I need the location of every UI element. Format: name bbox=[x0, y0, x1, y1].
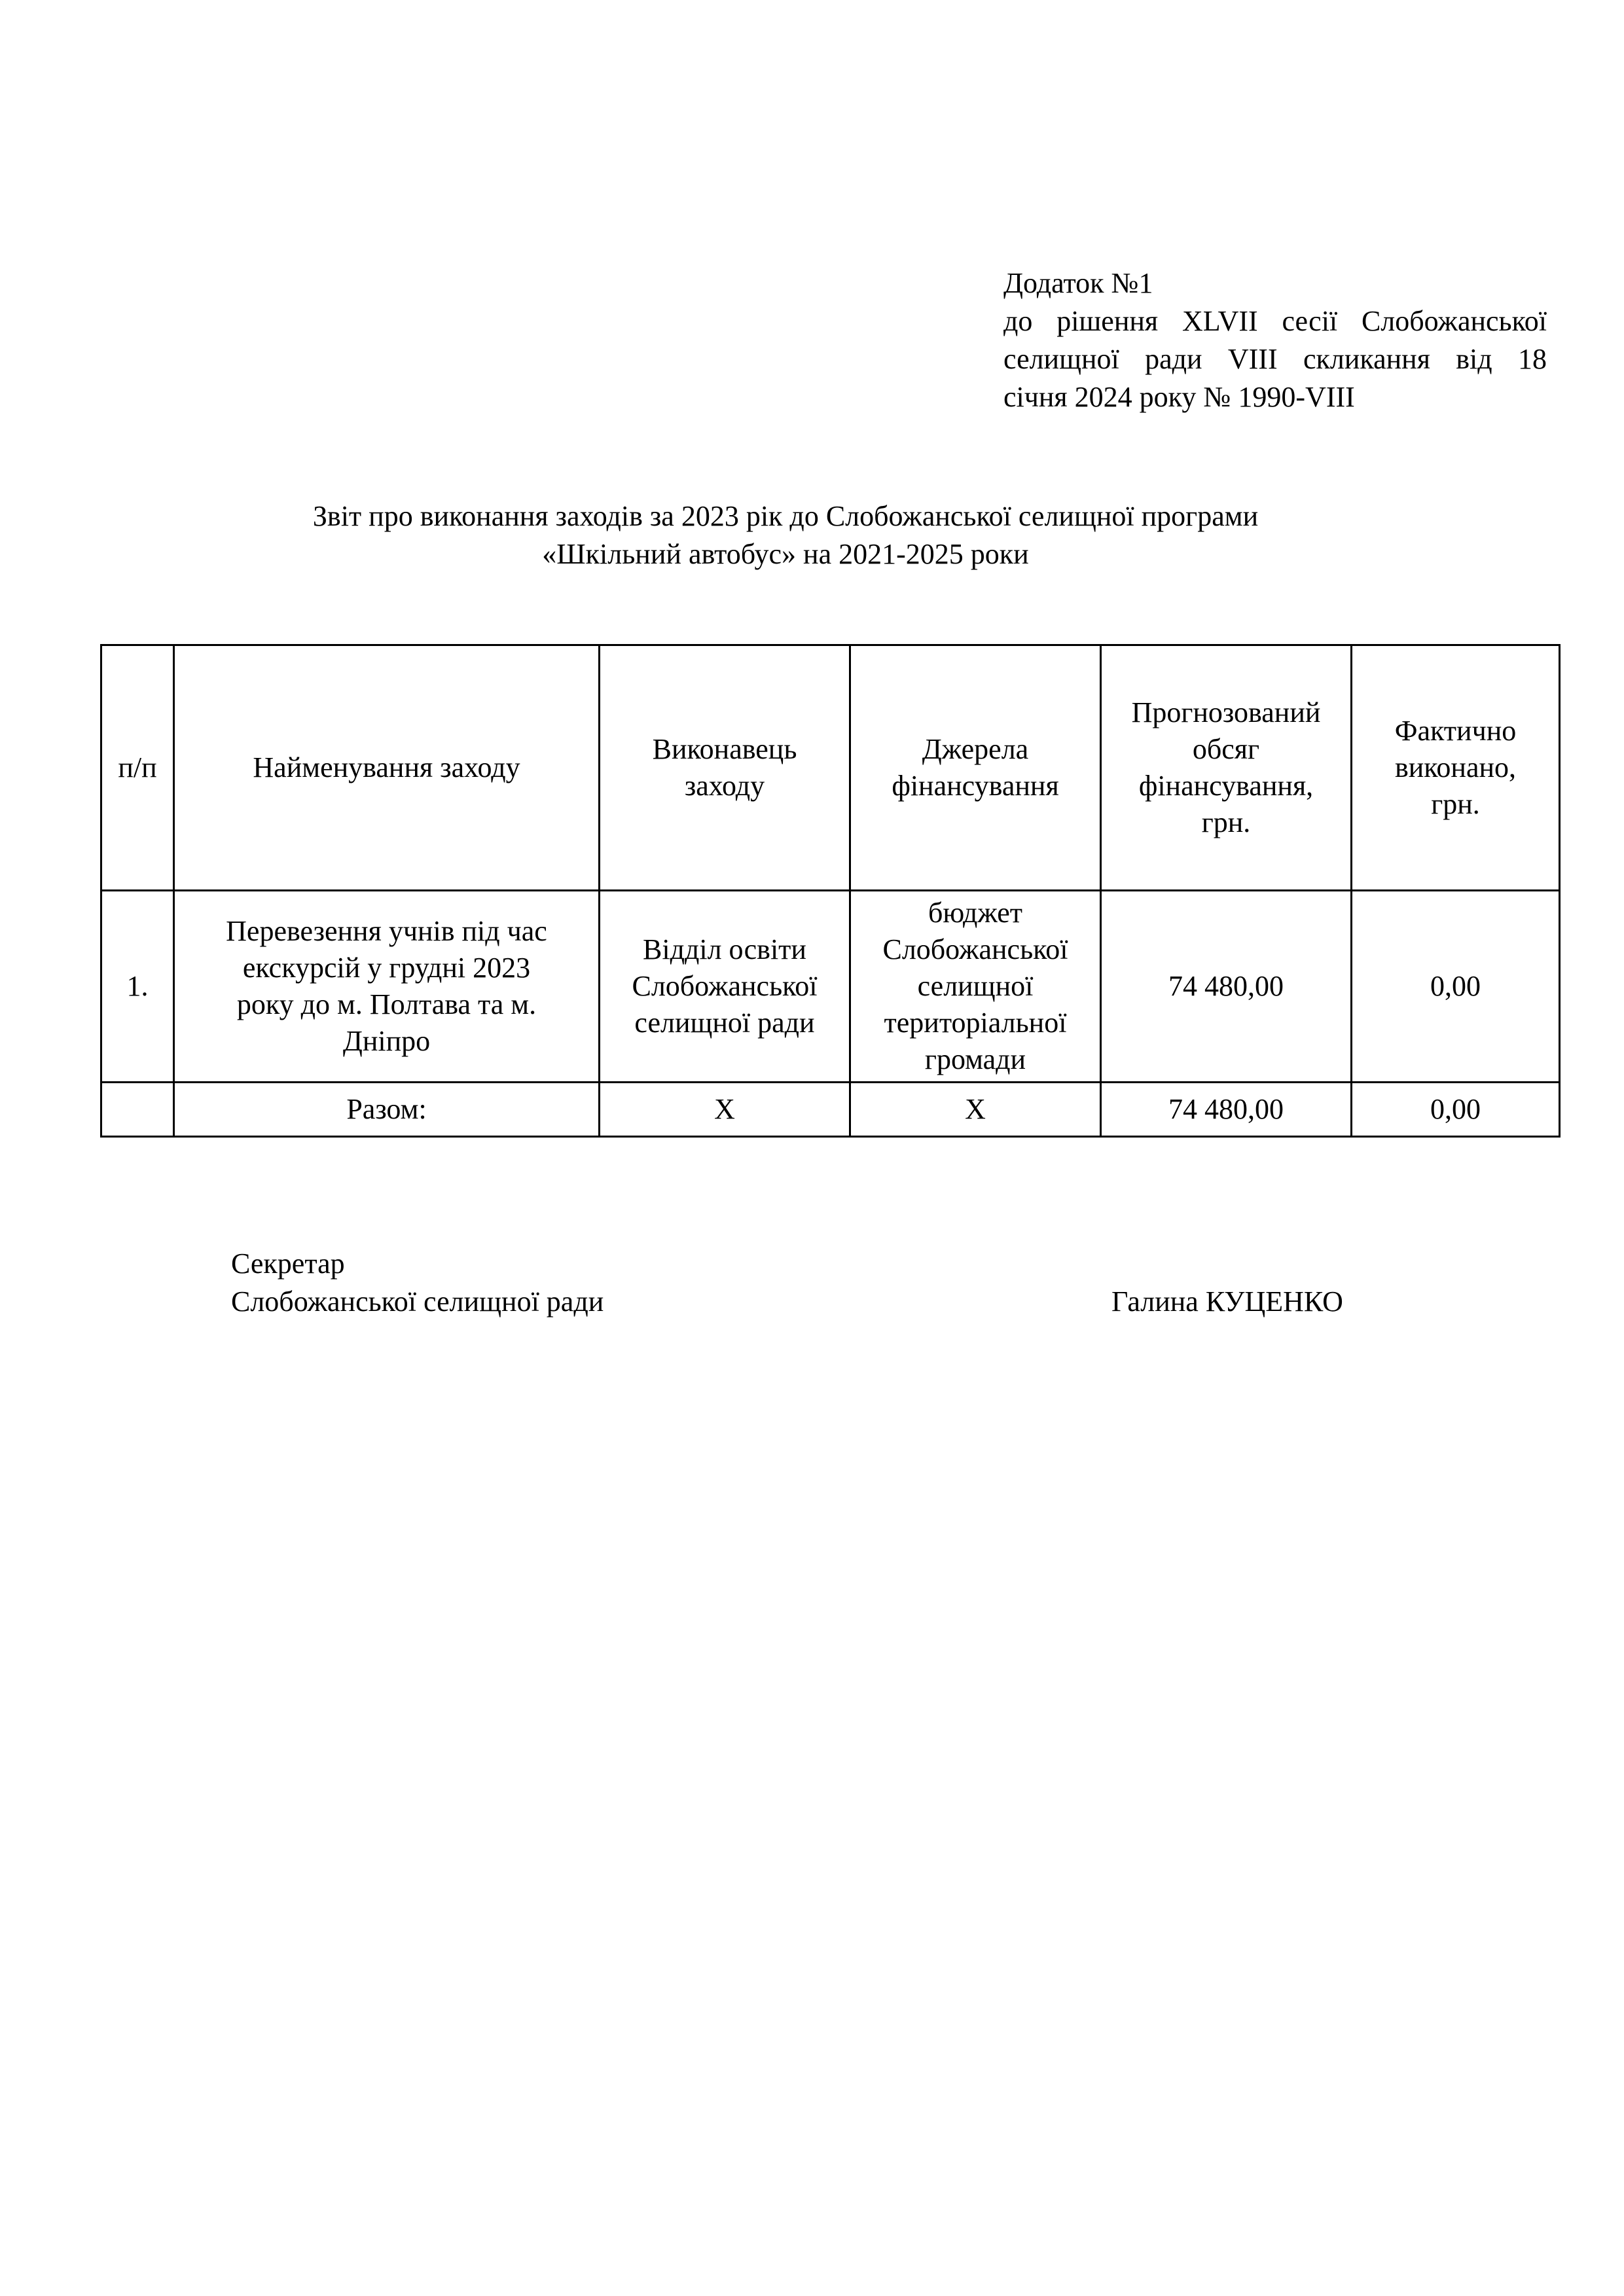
signature-block bbox=[231, 1245, 1442, 1321]
header-executor: Виконавець заходу bbox=[600, 645, 850, 891]
report-title-line-1: Звіт про виконання заходів за 2023 рік до Слобожанської селищної програми bbox=[312, 500, 1259, 532]
annex-block bbox=[1003, 264, 1547, 416]
annex-number: Додаток №1 bbox=[1003, 267, 1153, 299]
signature-name: Галина КУЦЕНКО bbox=[1111, 1285, 1343, 1318]
header-num: п/п bbox=[101, 645, 174, 891]
report-table bbox=[100, 644, 1561, 1138]
header-planned: Прогнозований обсяг фінансування, грн. bbox=[1101, 645, 1352, 891]
total-planned: 74 480,00 bbox=[1101, 1083, 1352, 1137]
header-name: Найменування заходу bbox=[174, 645, 600, 891]
total-num-empty bbox=[101, 1083, 174, 1137]
row-actual: 0,00 bbox=[1352, 891, 1560, 1083]
row-name: Перевезення учнів під час екскурсій у грудні 2023 року до м. Полтава та м. Дніпро bbox=[174, 891, 600, 1083]
header-actual: Фактично виконано, грн. bbox=[1352, 645, 1560, 891]
table-row bbox=[101, 891, 1560, 1083]
total-source: Х bbox=[850, 1083, 1101, 1137]
row-executor: Відділ освіти Слобожанської селищної ради bbox=[600, 891, 850, 1083]
signature-role-line-1: Секретар bbox=[231, 1247, 345, 1280]
report-title-line-2: «Шкільний автобус» на 2021-2025 роки bbox=[542, 538, 1029, 570]
annex-date-line: січня 2024 року № 1990-VIII bbox=[1003, 381, 1355, 413]
table-header-row bbox=[101, 645, 1560, 891]
total-actual: 0,00 bbox=[1352, 1083, 1560, 1137]
annex-council-line: селищної ради VIII скликання від 18 bbox=[1003, 343, 1547, 375]
total-executor: Х bbox=[600, 1083, 850, 1137]
total-label: Разом: bbox=[174, 1083, 600, 1137]
signature-role-line-2: Слобожанської селищної ради bbox=[231, 1285, 604, 1318]
table-total-row bbox=[101, 1083, 1560, 1137]
header-source: Джерела фінансування bbox=[850, 645, 1101, 891]
annex-decision-line: до рішення XLVII сесії Слобожанської bbox=[1003, 305, 1547, 337]
row-num: 1. bbox=[101, 891, 174, 1083]
row-source: бюджет Слобожанської селищної територіальної громади bbox=[850, 891, 1101, 1083]
row-planned: 74 480,00 bbox=[1101, 891, 1352, 1083]
report-title bbox=[196, 497, 1375, 573]
